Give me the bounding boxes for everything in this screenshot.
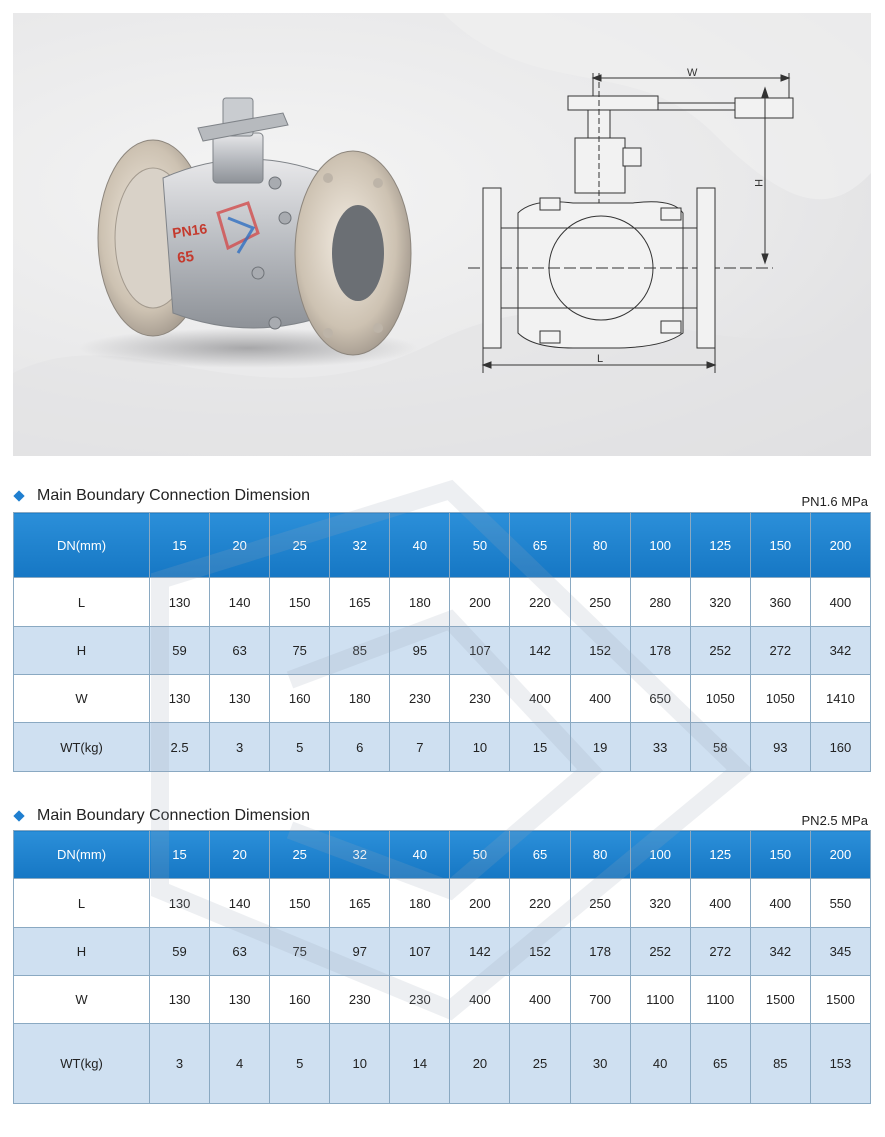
header-cell: 200 (810, 831, 870, 879)
table-cell: 75 (270, 928, 330, 976)
table-cell: 650 (630, 675, 690, 723)
table-cell: 1100 (690, 976, 750, 1024)
table-cell: 63 (210, 627, 270, 675)
table-row (14, 627, 871, 675)
table-cell: 1050 (690, 675, 750, 723)
table-cell: 40 (630, 1024, 690, 1104)
table-cell: 59 (150, 928, 210, 976)
table-cell: 75 (270, 627, 330, 675)
table-cell: 63 (210, 928, 270, 976)
table-cell: 150 (270, 578, 330, 627)
table-cell: 85 (330, 627, 390, 675)
dimension-table-pn25 (13, 830, 871, 1104)
diamond-bullet-icon (13, 810, 24, 821)
table-cell: 200 (450, 879, 510, 928)
table-row (14, 675, 871, 723)
table-cell: 550 (810, 879, 870, 928)
table-cell: 30 (570, 1024, 630, 1104)
table-cell: 140 (210, 879, 270, 928)
table-row (14, 578, 871, 627)
header-cell: 20 (210, 831, 270, 879)
table-cell: 5 (270, 723, 330, 772)
section-title-text: Main Boundary Connection Dimension (37, 487, 311, 504)
header-cell: 150 (750, 513, 810, 578)
row-label: W (14, 976, 150, 1024)
table-cell: 130 (150, 675, 210, 723)
section-title-text: Main Boundary Connection Dimension (37, 807, 311, 824)
table-cell: 107 (390, 928, 450, 976)
header-cell: 40 (390, 831, 450, 879)
header-cell: 125 (690, 831, 750, 879)
table-cell: 2.5 (150, 723, 210, 772)
table-cell: 230 (450, 675, 510, 723)
header-label: DN(mm) (14, 513, 150, 578)
header-cell: 50 (450, 513, 510, 578)
table-cell: 10 (330, 1024, 390, 1104)
table-cell: 342 (750, 928, 810, 976)
table-cell: 5 (270, 1024, 330, 1104)
row-label: WT(kg) (14, 1024, 150, 1104)
valve-marking-pn: PN16 (171, 220, 209, 241)
table-row (14, 879, 871, 928)
table-cell: 320 (630, 879, 690, 928)
header-cell: 200 (810, 513, 870, 578)
row-label: H (14, 627, 150, 675)
table-cell: 252 (690, 627, 750, 675)
header-cell: 40 (390, 513, 450, 578)
table-cell: 19 (570, 723, 630, 772)
table-cell: 85 (750, 1024, 810, 1104)
table-cell: 180 (330, 675, 390, 723)
section-title-pn25 (13, 807, 310, 825)
table-cell: 14 (390, 1024, 450, 1104)
table-cell: 180 (390, 578, 450, 627)
row-label: L (14, 578, 150, 627)
header-cell: 65 (510, 831, 570, 879)
table-cell: 230 (390, 976, 450, 1024)
table-cell: 65 (690, 1024, 750, 1104)
table-cell: 33 (630, 723, 690, 772)
table-row (14, 723, 871, 772)
row-label: WT(kg) (14, 723, 150, 772)
drawing-label-h: H (752, 179, 764, 187)
table-cell: 160 (270, 675, 330, 723)
pressure-rating-pn16: PN1.6 MPa (801, 494, 868, 509)
table-cell: 130 (210, 976, 270, 1024)
table-cell: 400 (690, 879, 750, 928)
header-cell: 100 (630, 513, 690, 578)
table-cell: 160 (270, 976, 330, 1024)
table-cell: 400 (510, 976, 570, 1024)
table-cell: 58 (690, 723, 750, 772)
drawing-label-w: W (687, 67, 698, 79)
table-cell: 320 (690, 578, 750, 627)
header-cell: 100 (630, 831, 690, 879)
header-cell: 80 (570, 831, 630, 879)
table-cell: 200 (450, 578, 510, 627)
header-cell: 65 (510, 513, 570, 578)
row-label: W (14, 675, 150, 723)
ball-valve-photo (78, 98, 418, 368)
table-cell: 59 (150, 627, 210, 675)
header-cell: 32 (330, 513, 390, 578)
header-cell: 20 (210, 513, 270, 578)
table-cell: 220 (510, 578, 570, 627)
header-cell: 125 (690, 513, 750, 578)
table-cell: 230 (390, 675, 450, 723)
header-cell: 32 (330, 831, 390, 879)
table-cell: 153 (810, 1024, 870, 1104)
table-cell: 280 (630, 578, 690, 627)
row-label: H (14, 928, 150, 976)
table-cell: 272 (690, 928, 750, 976)
table-cell: 25 (510, 1024, 570, 1104)
table-cell: 20 (450, 1024, 510, 1104)
table-cell: 345 (810, 928, 870, 976)
table-cell: 97 (330, 928, 390, 976)
table-cell: 178 (630, 627, 690, 675)
header-cell: 50 (450, 831, 510, 879)
table-cell: 130 (150, 976, 210, 1024)
table-cell: 272 (750, 627, 810, 675)
table-cell: 93 (750, 723, 810, 772)
table-cell: 130 (210, 675, 270, 723)
row-label: L (14, 879, 150, 928)
diamond-bullet-icon (13, 490, 24, 501)
header-cell: 15 (150, 513, 210, 578)
table-cell: 165 (330, 578, 390, 627)
table-cell: 360 (750, 578, 810, 627)
table-cell: 160 (810, 723, 870, 772)
table-cell: 130 (150, 879, 210, 928)
table-row (14, 976, 871, 1024)
drawing-label-l: L (597, 353, 604, 365)
table-row (14, 928, 871, 976)
product-hero-image (13, 13, 871, 456)
header-cell: 25 (270, 831, 330, 879)
table-cell: 10 (450, 723, 510, 772)
table-row (14, 1024, 871, 1104)
dimension-table-pn16 (13, 512, 871, 772)
table-cell: 178 (570, 928, 630, 976)
table-cell: 152 (510, 928, 570, 976)
table-cell: 7 (390, 723, 450, 772)
table-cell: 1410 (810, 675, 870, 723)
table-cell: 252 (630, 928, 690, 976)
header-cell: 150 (750, 831, 810, 879)
table-header-row (14, 513, 871, 578)
table-cell: 250 (570, 578, 630, 627)
hero-illustration (13, 13, 871, 456)
table-cell: 1050 (750, 675, 810, 723)
table-cell: 6 (330, 723, 390, 772)
table-cell: 142 (510, 627, 570, 675)
section-title-pn16 (13, 487, 310, 505)
table-cell: 220 (510, 879, 570, 928)
table-cell: 107 (450, 627, 510, 675)
table-cell: 230 (330, 976, 390, 1024)
valve-marking-dn: 65 (176, 247, 196, 267)
table-cell: 250 (570, 879, 630, 928)
table-cell: 400 (570, 675, 630, 723)
table-cell: 3 (210, 723, 270, 772)
table-cell: 400 (750, 879, 810, 928)
table-cell: 342 (810, 627, 870, 675)
table-cell: 130 (150, 578, 210, 627)
table-cell: 1500 (810, 976, 870, 1024)
table-cell: 140 (210, 578, 270, 627)
table-cell: 152 (570, 627, 630, 675)
table-cell: 142 (450, 928, 510, 976)
table-cell: 15 (510, 723, 570, 772)
table-cell: 400 (510, 675, 570, 723)
header-cell: 25 (270, 513, 330, 578)
table-cell: 700 (570, 976, 630, 1024)
table-cell: 3 (150, 1024, 210, 1104)
header-label: DN(mm) (14, 831, 150, 879)
table-cell: 165 (330, 879, 390, 928)
table-cell: 95 (390, 627, 450, 675)
header-cell: 15 (150, 831, 210, 879)
table-cell: 400 (810, 578, 870, 627)
table-cell: 1100 (630, 976, 690, 1024)
table-cell: 150 (270, 879, 330, 928)
table-cell: 4 (210, 1024, 270, 1104)
pressure-rating-pn25: PN2.5 MPa (801, 813, 868, 828)
table-cell: 1500 (750, 976, 810, 1024)
table-header-row (14, 831, 871, 879)
header-cell: 80 (570, 513, 630, 578)
table-cell: 400 (450, 976, 510, 1024)
table-cell: 180 (390, 879, 450, 928)
